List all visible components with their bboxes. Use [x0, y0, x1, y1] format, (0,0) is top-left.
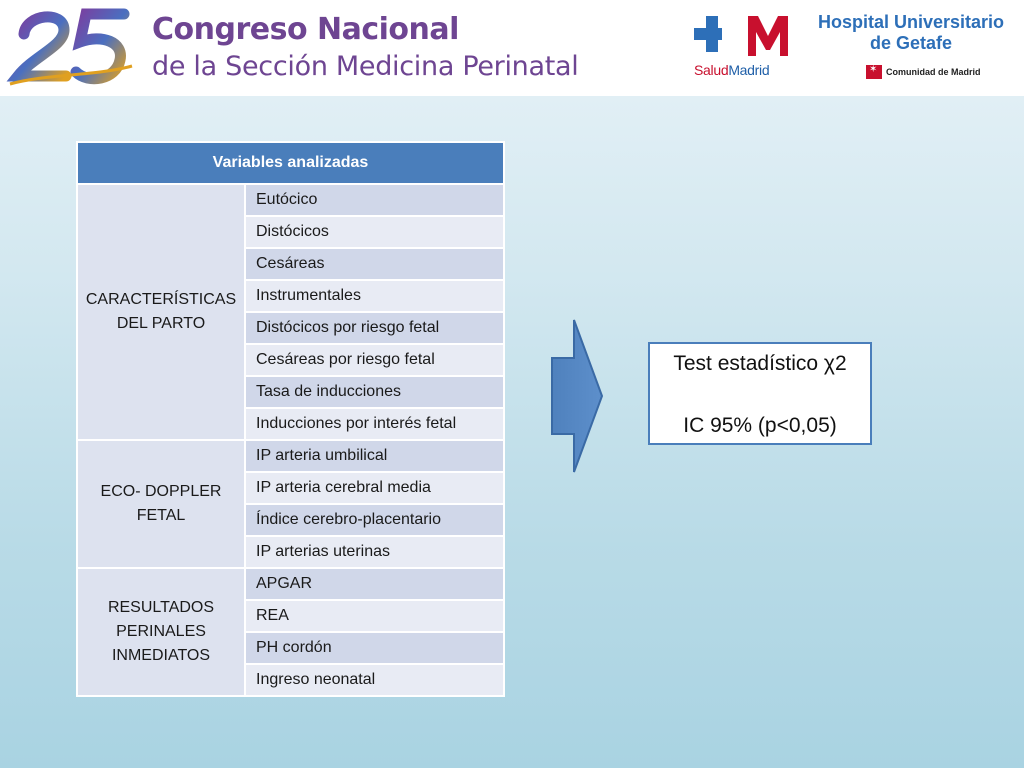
table-cell: Eutócico [245, 184, 504, 216]
table-cell: Distócicos por riesgo fetal [245, 312, 504, 344]
test-label: Test estadístico χ2 [673, 352, 847, 375]
table-cell: PH cordón [245, 632, 504, 664]
group-label-resultados: RESULTADOS PERINALES INMEDIATOS [77, 568, 245, 696]
table-cell: Tasa de inducciones [245, 376, 504, 408]
group-label-doppler: ECO- DOPPLER FETAL [77, 440, 245, 568]
table-cell: Cesáreas [245, 248, 504, 280]
table-cell: Ingreso neonatal [245, 664, 504, 696]
table-cell: IP arteria cerebral media [245, 472, 504, 504]
logo-25-icon [6, 4, 136, 90]
madrid-flag-icon [866, 65, 882, 79]
table-cell: Índice cerebro-placentario [245, 504, 504, 536]
table-cell: Inducciones por interés fetal [245, 408, 504, 440]
table-cell: Cesáreas por riesgo fetal [245, 344, 504, 376]
confidence-interval-label: IC 95% (p<0,05) [683, 414, 837, 437]
variables-table [76, 141, 505, 697]
table-header: Variables analizadas [77, 142, 504, 184]
salud-madrid-label: SaludMadrid [694, 62, 770, 78]
table-cell: REA [245, 600, 504, 632]
hospital-name: Hospital Universitario de Getafe [817, 12, 1005, 53]
table-cell: Distócicos [245, 216, 504, 248]
right-arrow-icon [548, 318, 604, 474]
congress-title: Congreso Nacional [152, 12, 459, 47]
table-cell: APGAR [245, 568, 504, 600]
table-cell: Instrumentales [245, 280, 504, 312]
header-banner [0, 0, 1024, 96]
statistical-test-box [648, 342, 872, 445]
table-cell: IP arteria umbilical [245, 440, 504, 472]
congress-subtitle: de la Sección Medicina Perinatal [152, 51, 579, 82]
table-cell: IP arterias uterinas [245, 536, 504, 568]
comunidad-madrid-logo: ✶ Comunidad de Madrid [866, 64, 981, 80]
group-label-parto: CARACTERÍSTICAS DEL PARTO [77, 184, 245, 440]
